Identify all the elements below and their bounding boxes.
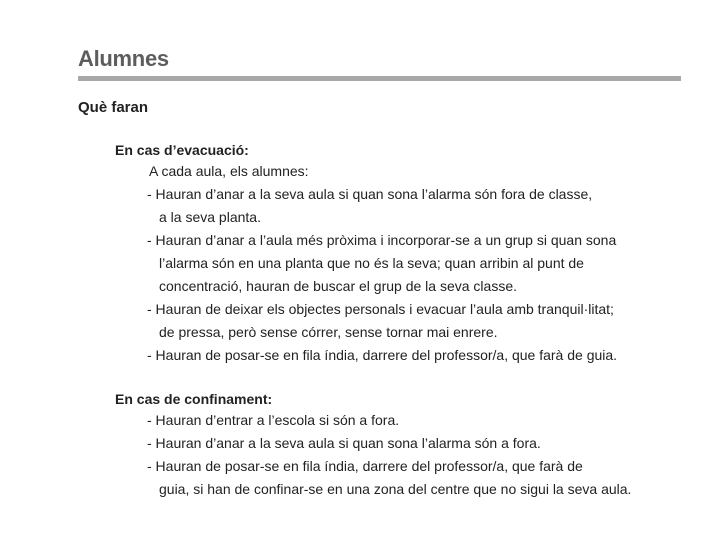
confinement-item: - Hauran d’entrar a l’escola si són a fora. — [147, 412, 400, 428]
page-title: Alumnes — [78, 46, 169, 71]
evacuation-item: - Hauran d’anar a l’aula més pròxima i incorporar-se a un grup si quan sona — [147, 232, 617, 248]
title-divider — [78, 76, 681, 81]
evacuation-item-continuation: l’alarma són en una planta que no és la seva; quan arribin al punt de — [159, 255, 584, 271]
evacuation-item-continuation: concentració, hauran de buscar el grup de la seva classe. — [159, 278, 517, 294]
evacuation-item-continuation: a la seva planta. — [159, 209, 261, 225]
confinement-heading: En cas de confinament: — [115, 391, 273, 407]
confinement-item: - Hauran de posar-se en fila índia, darrere del professor/a, que farà de — [147, 458, 583, 474]
evacuation-item: - Hauran de deixar els objectes personals i evacuar l’aula amb tranquil·litat; — [147, 301, 614, 317]
evacuation-section — [115, 140, 617, 367]
evacuation-heading: En cas d’evacuació: — [115, 142, 249, 158]
confinement-section — [115, 389, 631, 501]
confinement-item: - Hauran d’anar a la seva aula si quan sona l’alarma són a fora. — [147, 435, 541, 451]
evacuation-intro: A cada aula, els alumnes: — [149, 163, 309, 179]
confinement-item-continuation: guia, si han de confinar-se en una zona del centre que no sigui la seva aula. — [159, 481, 632, 497]
evacuation-item: - Hauran de posar-se en fila índia, darrere del professor/a, que farà de guia. — [147, 347, 618, 363]
evacuation-item: - Hauran d’anar a la seva aula si quan sona l’alarma són fora de classe, — [147, 186, 593, 202]
evacuation-item-continuation: de pressa, però sense córrer, sense tornar mai enrere. — [159, 324, 498, 340]
section-subheading: Què faran — [78, 99, 149, 116]
